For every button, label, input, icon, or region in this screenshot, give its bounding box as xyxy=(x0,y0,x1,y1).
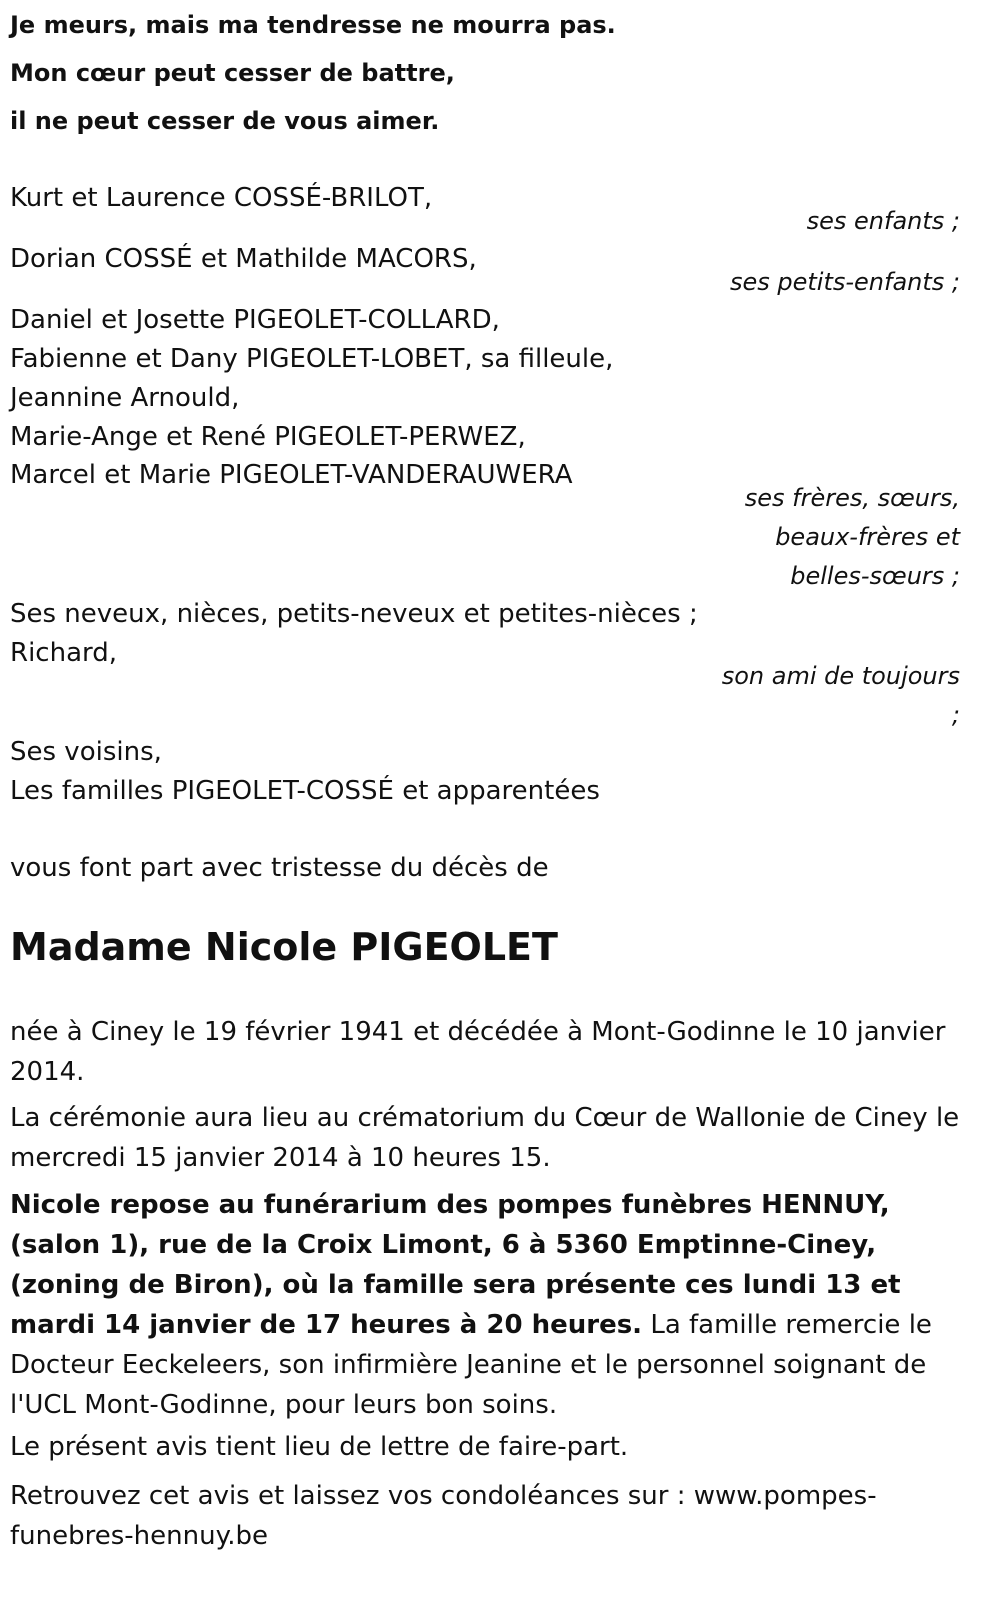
siblings-label-line: ses frères, sœurs, xyxy=(744,484,960,512)
children-names: Kurt et Laurence COSSÉ-BRILOT, xyxy=(10,183,433,213)
poem-line-1: Je meurs, mais ma tendresse ne mourra pas. xyxy=(10,11,616,39)
friend-label-punct: ; xyxy=(951,701,960,729)
website-paragraph: Retrouvez cet avis et laissez vos condoléances sur : www.pompes-funebres-hennuy.be xyxy=(10,1481,877,1551)
families-line: Les familles PIGEOLET-COSSÉ et apparentées xyxy=(10,776,600,806)
neighbours-line: Ses voisins, xyxy=(10,737,162,767)
siblings-label-line: beaux-frères et xyxy=(775,523,960,551)
grandchildren-label: ses petits-enfants ; xyxy=(729,268,960,296)
sibling-line: Daniel et Josette PIGEOLET-COLLARD, xyxy=(10,305,500,335)
poem-line-3: il ne peut cesser de vous aimer. xyxy=(10,107,440,135)
children-label: ses enfants ; xyxy=(806,207,960,235)
visitation-paragraph xyxy=(10,1185,960,1425)
sibling-line: Jeannine Arnould, xyxy=(10,383,240,413)
birth-death-paragraph: née à Ciney le 19 février 1941 et décédée à Mont-Godinne le 10 janvier 2014. xyxy=(10,1017,946,1087)
thanks-text: La famille remercie le Docteur Eeckeleers, son infirmière Jeanine et le personnel soignant de l'UCL Mont-Godinne, pour leurs bon soins. xyxy=(10,1310,932,1420)
poem-line-2: Mon cœur peut cesser de battre, xyxy=(10,59,455,87)
nephews-line: Ses neveux, nièces, petits-neveux et petites-nièces ; xyxy=(10,599,698,629)
deceased-name: Madame Nicole PIGEOLET xyxy=(10,925,558,969)
friend-label: son ami de toujours xyxy=(721,662,960,690)
visitation-details: Nicole repose au funérarium des pompes funèbres HENNUY, (salon 1), rue de la Croix Limont, 6 à 5360 Emptinne-Ciney, (zoning de Biron), où la famille sera présente ces lundi 13 et mardi 14 janvier de 17 heures à 20 heures. xyxy=(10,1190,901,1340)
sibling-line: Fabienne et Dany PIGEOLET-LOBET, sa filleule, xyxy=(10,344,614,374)
sibling-line: Marie-Ange et René PIGEOLET-PERWEZ, xyxy=(10,422,526,452)
friend-name: Richard, xyxy=(10,638,117,668)
siblings-label-line: belles-sœurs ; xyxy=(790,562,960,590)
ceremony-paragraph: La cérémonie aura lieu au crématorium du Cœur de Wallonie de Ciney le mercredi 15 janvier 2014 à 10 heures 15. xyxy=(10,1103,960,1173)
sibling-line: Marcel et Marie PIGEOLET-VANDERAUWERA xyxy=(10,460,573,490)
grandchildren-names: Dorian COSSÉ et Mathilde MACORS, xyxy=(10,244,477,274)
announcement-line: vous font part avec tristesse du décès de xyxy=(10,853,549,883)
notice-paragraph: Le présent avis tient lieu de lettre de faire-part. xyxy=(10,1432,629,1462)
